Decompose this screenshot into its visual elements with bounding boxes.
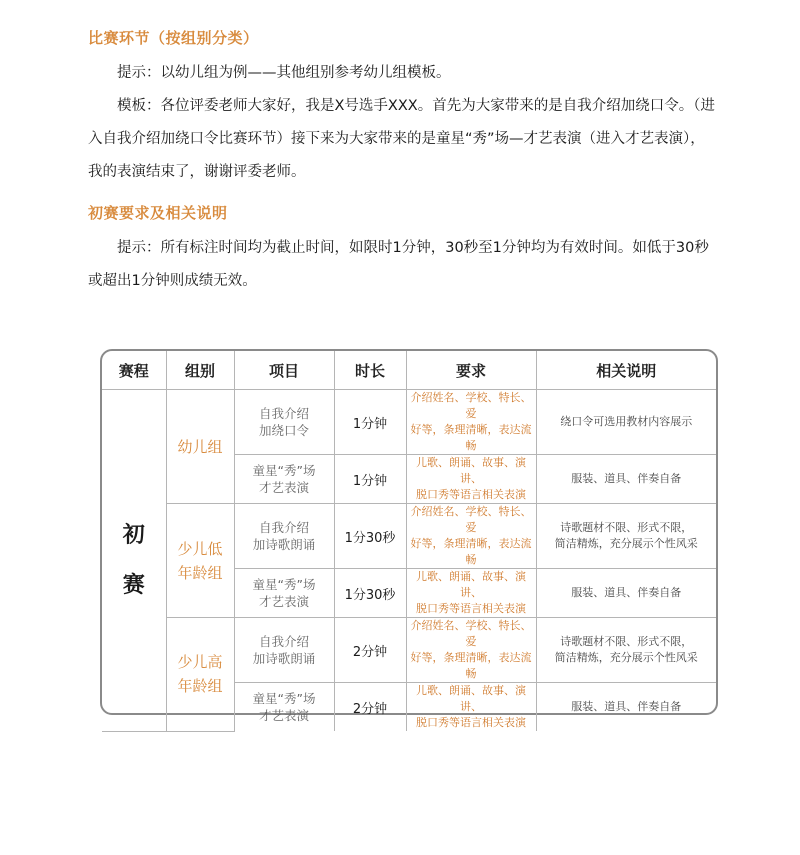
item-cell [234,390,334,455]
item-line: 才艺表演 [258,480,309,495]
header-requirement: 要求 [406,351,536,390]
item-line: 自我介绍 [258,634,309,649]
note-line: 简洁精炼，充分展示个性风采 [554,651,698,664]
item-line: 加诗歌朗诵 [252,651,316,666]
req-line: 脱口秀等语言相关表演 [416,602,526,615]
item-cell [234,683,334,732]
table-row [102,618,716,683]
item-line: 加绕口令 [258,423,309,438]
req-line: 脱口秀等语言相关表演 [416,716,526,729]
note-line: 服装、道具、伴奏自备 [571,586,682,599]
group-cell [166,504,234,618]
requirement-cell [406,618,536,683]
note-cell [536,618,716,683]
req-line: 儿歌、朗诵、故事、演讲、 [416,570,526,599]
duration-cell: 1分钟 [334,390,406,455]
header-item: 项目 [234,351,334,390]
req-line: 儿歌、朗诵、故事、演讲、 [416,684,526,713]
group-name: 幼儿组 [177,437,223,456]
header-stage: 赛程 [102,351,166,390]
table-row [102,504,716,569]
note-cell [536,504,716,569]
stage-char: 初 [122,522,145,549]
duration-cell: 1分30秒 [334,569,406,618]
requirement-cell [406,504,536,569]
item-line: 童星“秀”场 [252,691,316,706]
header-duration: 时长 [334,351,406,390]
item-line: 童星“秀”场 [252,577,316,592]
schedule-table [100,349,718,729]
note-cell [536,455,716,504]
section-heading-competition: 比赛环节（按组别分类） [88,29,259,47]
req-line: 介绍姓名、学校、特长、爱 [410,619,532,648]
item-line: 童星“秀”场 [252,463,316,478]
note-line: 简洁精炼，充分展示个性风采 [554,537,698,550]
item-line: 才艺表演 [258,708,309,723]
header-notes: 相关说明 [536,351,716,390]
note-line: 诗歌题材不限、形式不限， [560,635,693,648]
table-header-row [102,351,716,390]
note-line: 服装、道具、伴奏自备 [571,700,682,713]
group-cell [166,618,234,732]
group-name: 年龄组 [177,563,223,582]
item-cell [234,569,334,618]
item-cell [234,455,334,504]
req-line: 儿歌、朗诵、故事、演讲、 [416,456,526,485]
req-line: 介绍姓名、学校、特长、爱 [410,505,532,534]
group-name: 年龄组 [177,677,223,696]
req-line: 好等，条理清晰，表达流畅 [410,423,532,452]
section-heading-requirements: 初赛要求及相关说明 [88,204,228,222]
note-line: 诗歌题材不限、形式不限， [560,521,693,534]
item-cell [234,618,334,683]
item-line: 才艺表演 [258,594,309,609]
requirement-cell [406,390,536,455]
duration-cell: 2分钟 [334,683,406,732]
group-name: 少儿低 [177,539,223,558]
tip-paragraph: 提示：以幼儿组为例——其他组别参考幼儿组模板。 [117,65,451,81]
note-cell [536,569,716,618]
requirement-cell [406,683,536,732]
note-line: 绕口令可选用教材内容展示 [560,415,693,428]
template-paragraph: 模板：各位评委老师大家好，我是X号选手XXX。首先为大家带来的是自我介绍加绕口令。（进入自我介绍加绕口令比赛环节）接下来为大家带来的是童星“秀”场—才艺表演（进入才艺表演），我的表演结束了，谢谢评委老师。 [88,98,715,180]
item-cell [234,504,334,569]
group-cell [166,390,234,504]
note-line: 服装、道具、伴奏自备 [571,472,682,485]
duration-cell: 1分30秒 [334,504,406,569]
item-line: 自我介绍 [258,406,309,421]
note-cell [536,390,716,455]
duration-cell: 1分钟 [334,455,406,504]
stage-cell [102,390,166,732]
requirement-cell [406,569,536,618]
req-line: 脱口秀等语言相关表演 [416,488,526,501]
req-line: 好等，条理清晰，表达流畅 [410,651,532,680]
table-row [102,390,716,455]
req-line: 好等，条理清晰，表达流畅 [410,537,532,566]
time-tip-paragraph: 提示：所有标注时间均为截止时间，如限时1分钟，30秒至1分钟均为有效时间。如低于30秒或超出1分钟则成绩无效。 [88,240,709,289]
req-line: 介绍姓名、学校、特长、爱 [410,391,532,420]
item-line: 加诗歌朗诵 [252,537,316,552]
requirement-cell [406,455,536,504]
note-cell [536,683,716,732]
group-name: 少儿高 [177,653,223,672]
header-group: 组别 [166,351,234,390]
duration-cell: 2分钟 [334,618,406,683]
item-line: 自我介绍 [258,520,309,535]
stage-char: 赛 [122,572,145,599]
